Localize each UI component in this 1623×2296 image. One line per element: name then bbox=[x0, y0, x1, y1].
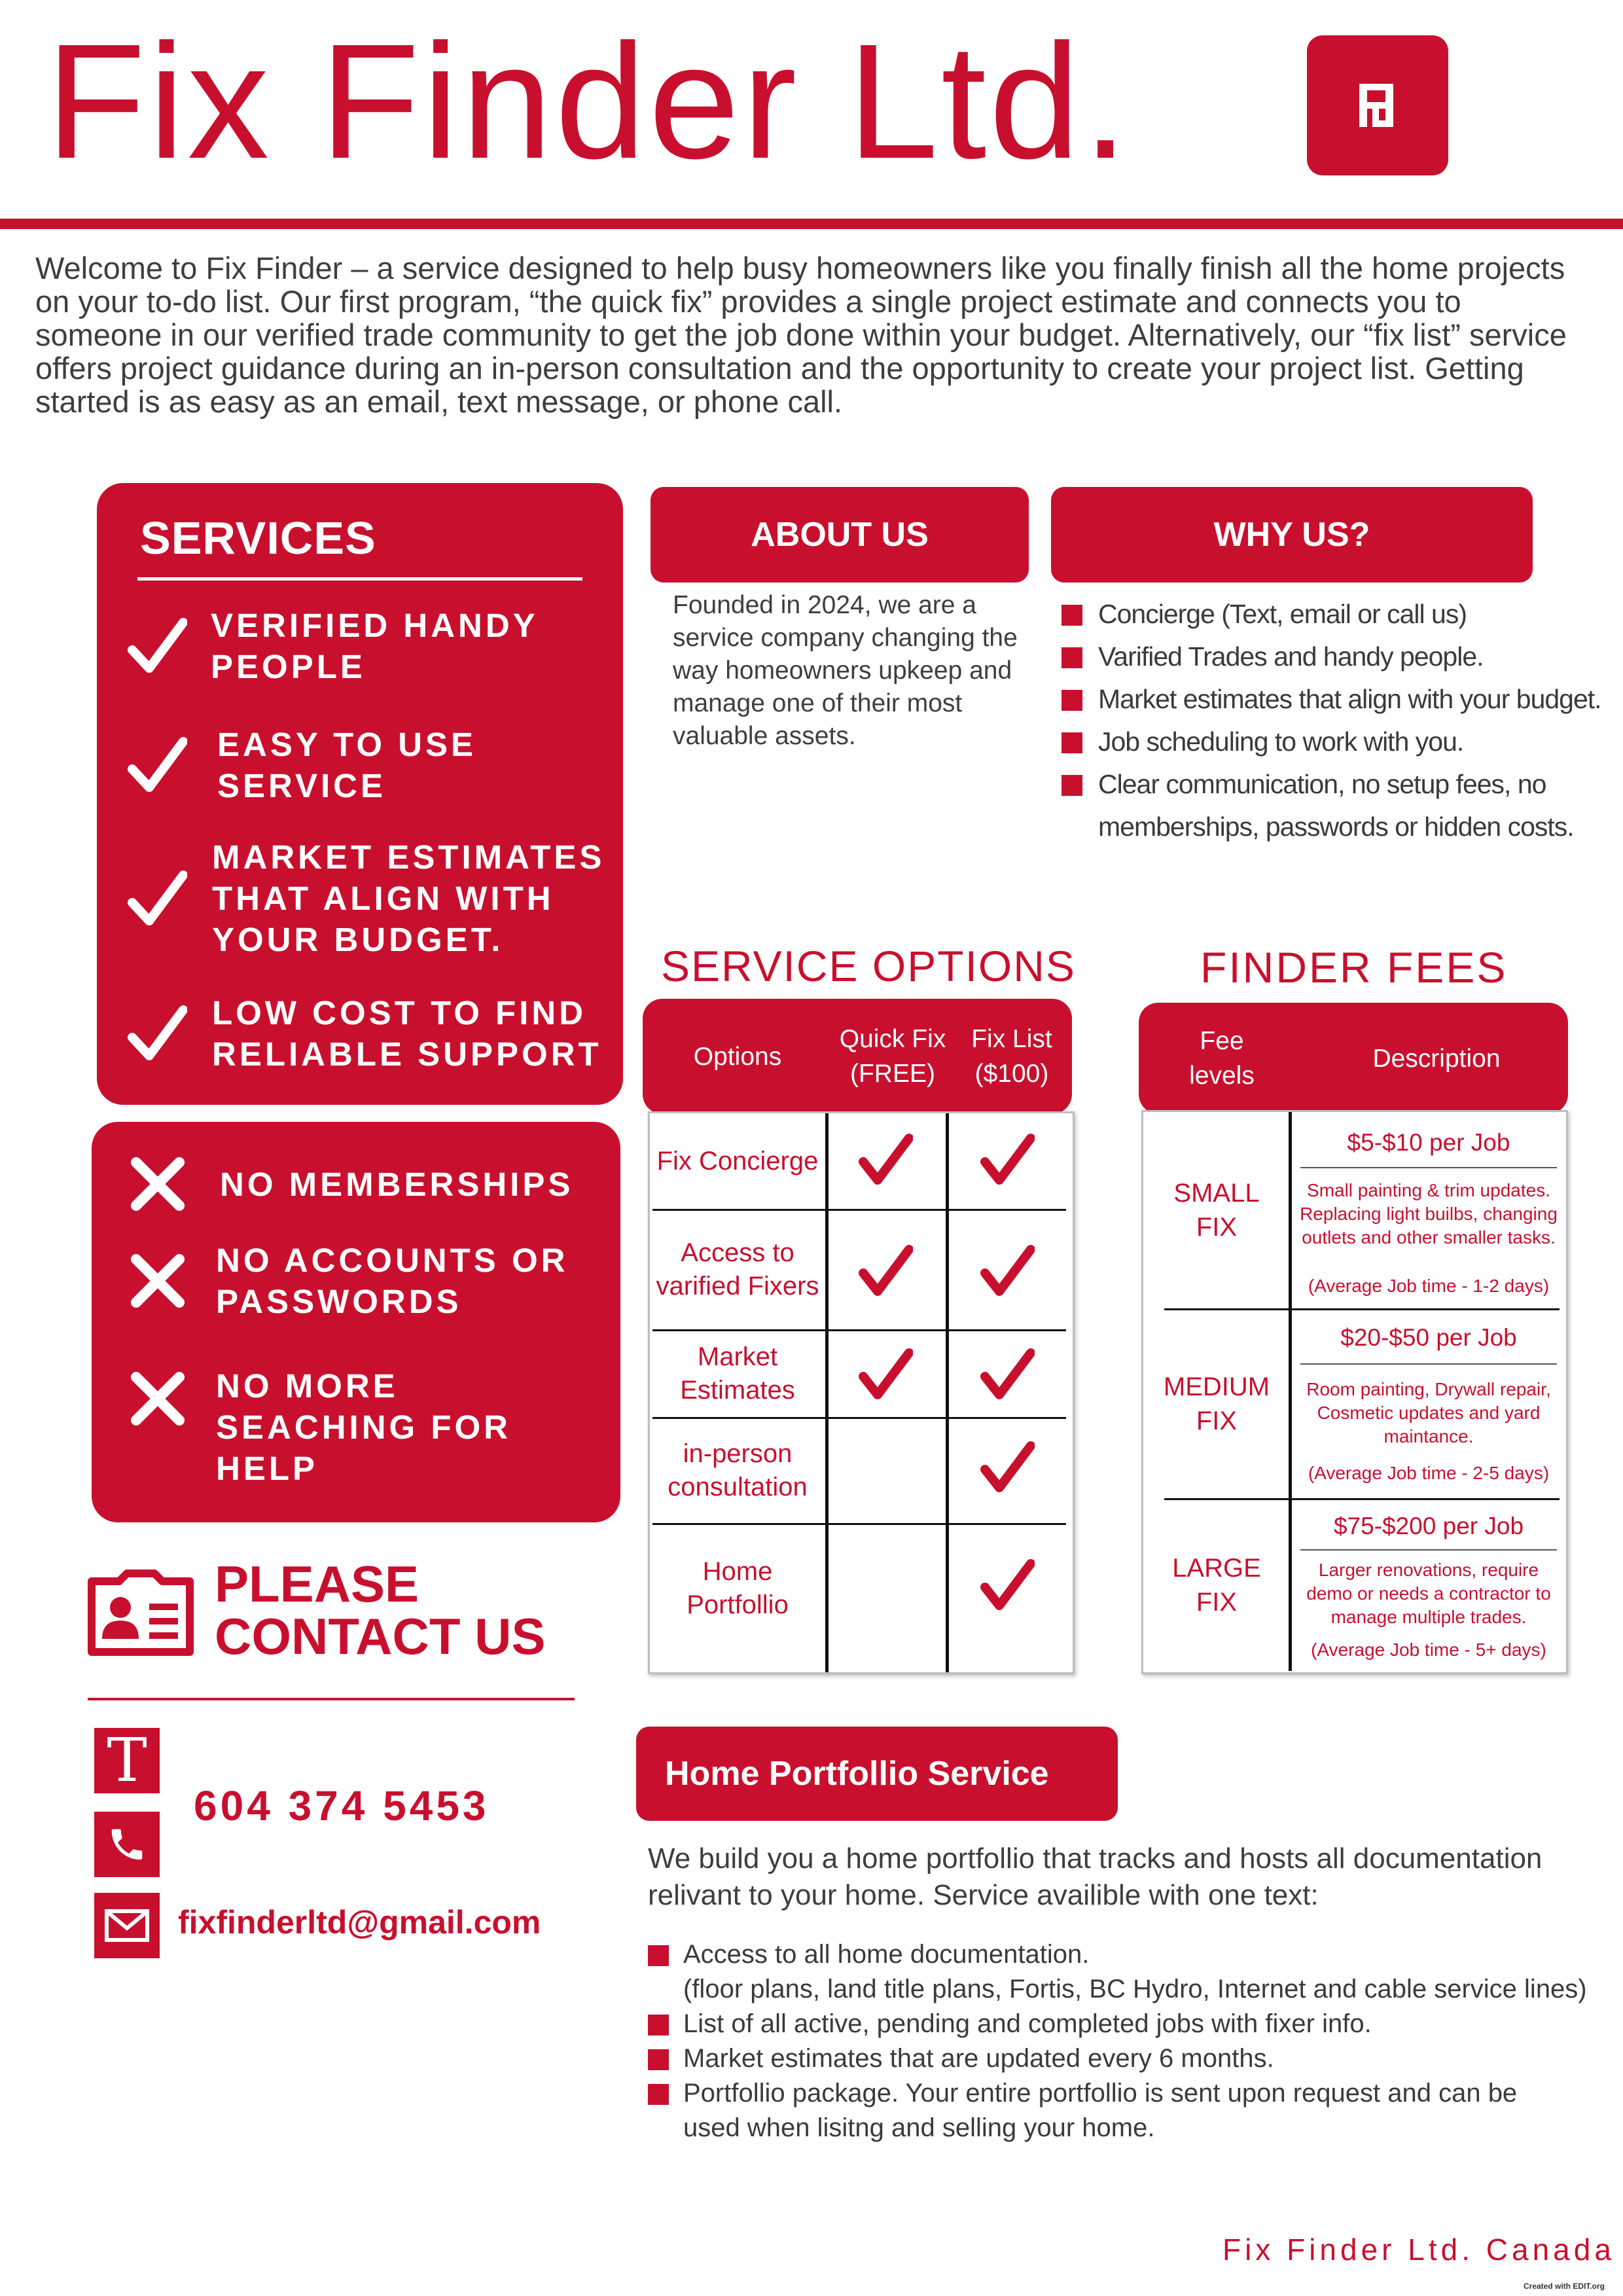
checkmark-icon bbox=[127, 616, 187, 676]
service-item-line: MARKET ESTIMATES bbox=[212, 838, 605, 876]
fix-list-checkmark-icon bbox=[980, 1441, 1035, 1496]
no-item bbox=[92, 1240, 568, 1322]
fee-level-line: FIX bbox=[1196, 1588, 1238, 1617]
page-title: Fix Finder Ltd. bbox=[46, 10, 1131, 192]
ff-monogram-icon bbox=[1357, 81, 1399, 130]
no-item-line: NO MEMBERSHIPS bbox=[220, 1165, 574, 1203]
no-item-line: HELP bbox=[216, 1450, 319, 1487]
no-item-line: SEACHING FOR bbox=[216, 1408, 512, 1446]
service-item bbox=[97, 836, 605, 960]
fee-level bbox=[1143, 1499, 1290, 1671]
service-item-line: PEOPLE bbox=[211, 648, 366, 685]
services-divider bbox=[137, 577, 582, 581]
option-label: Fix Concierge bbox=[656, 1146, 819, 1175]
quick-fix-checkmark-icon bbox=[858, 1133, 913, 1188]
table-divider bbox=[1300, 1363, 1557, 1365]
text-message-icon bbox=[94, 1725, 160, 1795]
col-options: Options bbox=[693, 1042, 782, 1071]
quick-fix-checkmark-icon bbox=[858, 1348, 913, 1403]
fee-description: Small painting & trim updates. Replacing light builbs, changing outlets and other smaller tasks. bbox=[1300, 1180, 1558, 1247]
contact-card-icon bbox=[86, 1568, 195, 1660]
why-heading: WHY US? bbox=[1051, 487, 1533, 583]
portfolio-item: List of all active, pending and completed jobs with fixer info. bbox=[648, 2007, 1590, 2041]
col-fee-levels-line: Fee bbox=[1200, 1027, 1244, 1055]
table-divider bbox=[825, 1113, 829, 1672]
col-quick-fix bbox=[832, 999, 953, 1114]
fee-level-line: SMALL bbox=[1173, 1179, 1260, 1208]
fee-level-line: MEDIUM bbox=[1163, 1372, 1270, 1401]
service-item-line: RELIABLE SUPPORT bbox=[212, 1035, 602, 1073]
option-label: in-person consultation bbox=[668, 1439, 808, 1501]
portfolio-item bbox=[648, 1937, 1590, 2007]
fee-price: $75-$200 per Job bbox=[1333, 1513, 1524, 1539]
finder-fees-header bbox=[1139, 1003, 1568, 1114]
home-portfolio-intro: We build you a home portfollio that tracks and hosts all documentation relivant to your home. Service availible with one text: bbox=[648, 1842, 1543, 1911]
contact-heading-line: PLEASE bbox=[215, 1555, 419, 1613]
why-item: Market estimates that align with your budget. bbox=[1061, 678, 1605, 721]
services-title: SERVICES bbox=[140, 512, 376, 564]
portfolio-item-line: (floor plans, land title plans, Fortis, BC Hydro, Internet and cable service lines) bbox=[683, 1975, 1587, 2003]
finder-fees-title: FINDER FEES bbox=[1200, 943, 1508, 992]
no-item bbox=[92, 1156, 573, 1212]
fee-time: (Average Job time - 2-5 days) bbox=[1308, 1463, 1550, 1483]
option-label: Market Estimates bbox=[680, 1342, 795, 1405]
col-fee-levels-line: levels bbox=[1189, 1062, 1255, 1090]
quick-fix-checkmark-icon bbox=[858, 1244, 913, 1299]
service-item-line: EASY TO USE bbox=[217, 726, 477, 763]
no-item bbox=[92, 1365, 511, 1489]
fee-time: (Average Job time - 1-2 days) bbox=[1308, 1276, 1550, 1296]
why-item: Concierge (Text, email or call us) bbox=[1061, 593, 1605, 636]
option-label: Home Portfollio bbox=[687, 1557, 789, 1619]
contact-heading-line: CONTACT US bbox=[215, 1607, 546, 1665]
why-item: Job scheduling to work with you. bbox=[1061, 721, 1605, 763]
header-rule bbox=[0, 219, 1623, 229]
option-label: Access to varified Fixers bbox=[656, 1238, 819, 1300]
col-fix-list-line: ($100) bbox=[974, 1060, 1049, 1088]
service-options-table bbox=[648, 1111, 1075, 1674]
col-fix-list bbox=[953, 999, 1071, 1114]
col-fee-levels bbox=[1139, 1003, 1305, 1114]
service-item bbox=[97, 992, 602, 1075]
table-divider bbox=[1300, 1167, 1557, 1168]
cross-icon bbox=[130, 1371, 186, 1427]
service-options-title: SERVICE OPTIONS bbox=[661, 942, 1076, 990]
why-item: Clear communication, no setup fees, no memberships, passwords or hidden costs. bbox=[1061, 763, 1605, 848]
finder-fees-table bbox=[1141, 1110, 1568, 1674]
email-icon bbox=[94, 1893, 160, 1958]
no-item-line: NO MORE bbox=[216, 1367, 399, 1405]
fee-price: $20-$50 per Job bbox=[1340, 1324, 1517, 1351]
logo bbox=[1307, 35, 1448, 175]
fee-level-line: FIX bbox=[1196, 1407, 1238, 1435]
portfolio-item: Market estimates that are updated every 6 months. bbox=[648, 2041, 1590, 2076]
fee-level-line: FIX bbox=[1196, 1213, 1238, 1242]
service-item-line: VERIFIED HANDY bbox=[211, 607, 539, 644]
col-quick-fix-line: (FREE) bbox=[849, 1060, 935, 1088]
col-fix-list-line: Fix List bbox=[971, 1025, 1052, 1053]
checkmark-icon bbox=[127, 869, 187, 929]
cross-icon bbox=[130, 1156, 186, 1212]
portfolio-item-line: Access to all home documentation. bbox=[683, 1940, 1090, 1969]
service-options-header bbox=[643, 999, 1072, 1114]
col-description: Description bbox=[1372, 1044, 1501, 1073]
phone-number[interactable]: 604 374 5453 bbox=[194, 1782, 490, 1829]
service-item bbox=[97, 605, 539, 687]
about-heading: ABOUT US bbox=[651, 487, 1029, 583]
why-list bbox=[1061, 593, 1605, 848]
why-item: Varified Trades and handy people. bbox=[1061, 636, 1605, 678]
no-hassle-panel bbox=[92, 1122, 620, 1522]
table-divider bbox=[946, 1113, 949, 1672]
fee-time: (Average Job time - 5+ days) bbox=[1311, 1640, 1546, 1660]
fix-list-checkmark-icon bbox=[980, 1348, 1035, 1403]
col-quick-fix-line: Quick Fix bbox=[839, 1025, 946, 1053]
fee-description: Larger renovations, require demo or needs a contractor to manage multiple trades. bbox=[1306, 1560, 1551, 1627]
services-panel bbox=[97, 483, 623, 1105]
home-portfolio-heading: Home Portfollio Service bbox=[636, 1727, 1118, 1821]
about-text: Founded in 2024, we are a service company changing the way homeowners upkeep and manage one of their most valuable assets. bbox=[673, 591, 1018, 750]
service-item-line: LOW COST TO FIND bbox=[212, 994, 587, 1031]
footer-text: Fix Finder Ltd. Canada bbox=[1222, 2233, 1615, 2267]
checkmark-icon bbox=[127, 735, 187, 795]
no-item-line: PASSWORDS bbox=[216, 1283, 462, 1320]
fee-level bbox=[1143, 1310, 1290, 1498]
fee-description: Room painting, Drywall repair, Cosmetic updates and yard maintance. bbox=[1306, 1379, 1551, 1446]
table-divider bbox=[1300, 1549, 1557, 1551]
service-item-line: YOUR BUDGET. bbox=[212, 921, 504, 958]
text-icon-glyph: T bbox=[107, 1725, 147, 1795]
fee-level bbox=[1143, 1112, 1290, 1308]
contact-heading bbox=[215, 1555, 546, 1665]
no-item-line: NO ACCOUNTS OR bbox=[216, 1242, 569, 1279]
credit-text: Created with EDIT.org bbox=[1524, 2282, 1605, 2291]
fix-list-checkmark-icon bbox=[980, 1244, 1035, 1299]
fee-level-line: LARGE bbox=[1172, 1554, 1261, 1583]
fix-list-checkmark-icon bbox=[980, 1558, 1035, 1613]
intro-paragraph: Welcome to Fix Finder – a service designed to help busy homeowners like you finally finish all the home projects on your to-do list. Our first program, “the quick fix” provides a single project estimate and connects you to someone in our verified trade community to get the job done within your budget. Alternatively, our “fix list” service offers project guidance during an in-person consultation and the opportunity to create your project list. Getting started is as easy as an email, text message, or phone call. bbox=[35, 251, 1567, 419]
fix-list-checkmark-icon bbox=[980, 1133, 1035, 1188]
home-portfolio-list bbox=[648, 1937, 1590, 2145]
cross-icon bbox=[130, 1253, 186, 1309]
checkmark-icon bbox=[127, 1003, 187, 1064]
fee-price: $5-$10 per Job bbox=[1347, 1129, 1510, 1156]
service-item bbox=[97, 724, 476, 806]
email-address[interactable]: fixfinderltd@gmail.com bbox=[178, 1904, 541, 1941]
contact-divider bbox=[88, 1698, 575, 1700]
phone-icon bbox=[94, 1812, 160, 1877]
service-item-line: THAT ALIGN WITH bbox=[212, 880, 554, 917]
portfolio-item: Portfollio package. Your entire portfollio is sent upon request and can be used when lisitng and selling your home. bbox=[648, 2076, 1560, 2145]
service-item-line: SERVICE bbox=[217, 767, 386, 804]
